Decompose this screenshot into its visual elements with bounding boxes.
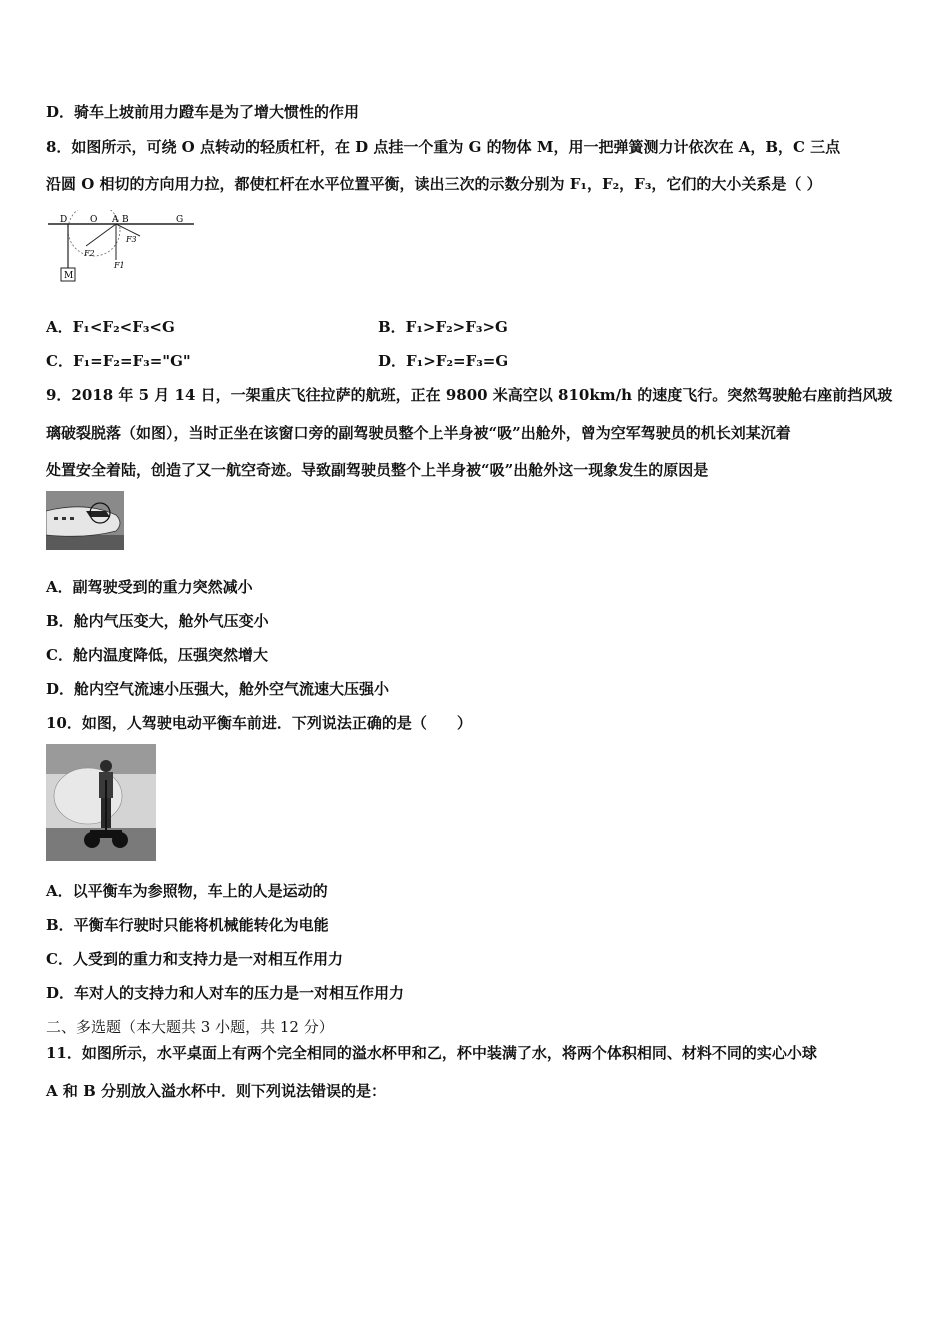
label-D: D bbox=[60, 215, 68, 225]
label-F3: F3 bbox=[126, 235, 137, 244]
q10-option-c: C．人受到的重力和支持力是一对相互作用力 bbox=[46, 950, 343, 968]
q10-option-d: D．车对人的支持力和人对车的压力是一对相互作用力 bbox=[46, 984, 405, 1002]
label-F1: F1 bbox=[114, 261, 125, 270]
q8-option-b: B．F₁>F₂>F₃>G bbox=[378, 318, 508, 336]
q9-stem-line-1: 9．2018 年 5 月 14 日，一架重庆飞往拉萨的航班，正在 9800 米高空以 810km/h 的速度飞行。突然驾驶舱右座前挡风玻 bbox=[46, 386, 893, 404]
section-2-title: 二、多选题（本大题共 3 小题，共 12 分） bbox=[46, 1018, 334, 1036]
label-B: B bbox=[122, 215, 129, 225]
q11-stem-line-2: A 和 B 分别放入溢水杯中．则下列说法错误的是： bbox=[46, 1082, 386, 1100]
q9-stem-line-3: 处置安全着陆，创造了又一航空奇迹。导致副驾驶员整个上半身被“吸”出舱外这一现象发生的原因是 bbox=[46, 461, 709, 479]
q9-option-c: C．舱内温度降低，压强突然增大 bbox=[46, 646, 268, 664]
q7-option-d: D．骑车上坡前用力蹬车是为了增大惯性的作用 bbox=[46, 103, 360, 121]
q9-option-b: B．舱内气压变大，舱外气压变小 bbox=[46, 612, 269, 630]
q9-stem-line-2: 璃破裂脱落（如图），当时正坐在该窗口旁的副驾驶员整个上半身被“吸”出舱外，曾为空军驾驶员的机长刘某沉着 bbox=[46, 424, 791, 442]
balance-scooter-photo bbox=[46, 744, 156, 861]
q8-option-d: D．F₁>F₂=F₃=G bbox=[378, 352, 509, 370]
q8-option-a: A．F₁<F₂<F₃<G bbox=[46, 318, 175, 336]
q10-stem: 10．如图，人驾驶电动平衡车前进．下列说法正确的是（ ） bbox=[46, 714, 472, 732]
q10-option-a: A．以平衡车为参照物，车上的人是运动的 bbox=[46, 882, 328, 900]
label-G: G bbox=[176, 215, 184, 225]
lever-diagram bbox=[46, 210, 202, 286]
q10-option-b: B．平衡车行驶时只能将机械能转化为电能 bbox=[46, 916, 329, 934]
label-O: O bbox=[90, 215, 98, 225]
q8-stem-line-1: 8．如图所示，可绕 O 点转动的轻质杠杆，在 D 点挂一个重为 G 的物体 M，用一把弹簧测力计依次在 A，B，C 三点 bbox=[46, 138, 841, 156]
q9-option-d: D．舱内空气流速小压强大，舱外空气流速大压强小 bbox=[46, 680, 390, 698]
q11-stem-line-1: 11．如图所示，水平桌面上有两个完全相同的溢水杯甲和乙，杯中装满了水，将两个体积相同、材料不同的实心小球 bbox=[46, 1044, 817, 1062]
q8-option-c: C．F₁=F₂=F₃="G" bbox=[46, 352, 191, 370]
label-F2: F2 bbox=[84, 249, 95, 258]
label-A: A bbox=[112, 215, 119, 225]
q9-option-a: A．副驾驶受到的重力突然减小 bbox=[46, 578, 253, 596]
q8-stem-line-2: 沿圆 O 相切的方向用力拉，都使杠杆在水平位置平衡，读出三次的示数分别为 F₁，F₂，F₃，它们的大小关系是（ ） bbox=[46, 175, 822, 193]
airplane-cockpit-photo bbox=[46, 491, 124, 550]
label-M: M bbox=[64, 271, 74, 281]
